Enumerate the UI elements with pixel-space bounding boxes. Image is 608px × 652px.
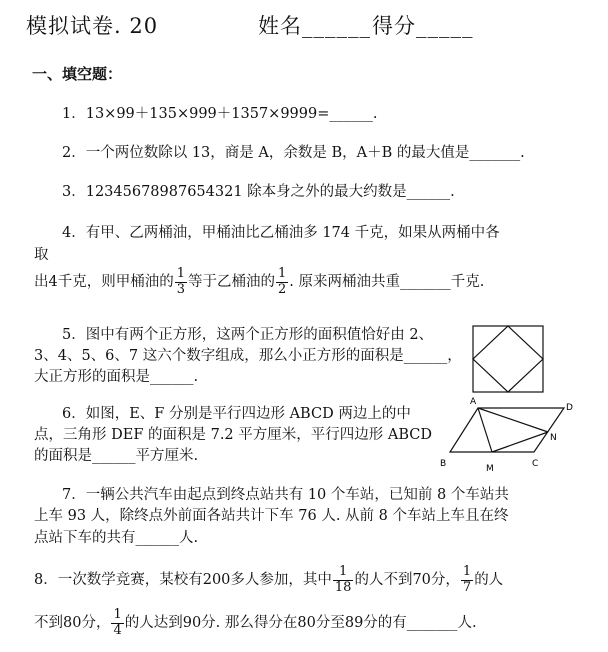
q8-text-d: 不到80分， (34, 615, 111, 631)
question-4-line-2: 取 (34, 247, 49, 263)
question-6-line-3: 的面积是______平方厘米. (34, 448, 199, 464)
fraction-numerator: 1 (113, 607, 122, 623)
question-6-line-2: 点，三角形 DEF 的面积是 7.2 平方厘米，平行四边形 ABCD (34, 427, 432, 443)
section-title: 一、填空题： (32, 65, 123, 83)
question-5-line-3: 大正方形的面积是______. (34, 369, 199, 385)
label-n: N (550, 433, 557, 443)
fraction-one-quarter (111, 608, 123, 638)
fraction-numerator: 1 (333, 565, 354, 580)
q8-text-e: 的人达到90分. 那么得分在80分至89分的有_______人. (124, 615, 477, 631)
segment-am (478, 408, 492, 452)
page-title: 模拟试卷. 20 (26, 14, 159, 38)
small-square (473, 326, 543, 392)
question-4-line-1: 4．有甲、乙两桶油，甲桶油比乙桶油多 174 千克，如果从两桶中各 (62, 225, 500, 241)
question-8-line-2 (34, 605, 477, 641)
question-5-line-2: 3、4、5、6、7 这六个数字组成，那么小正方形的面积是______， (34, 348, 462, 364)
label-d: D (566, 403, 573, 413)
question-4-line-3 (34, 264, 484, 300)
fraction-denominator: 4 (113, 622, 122, 638)
q4-text-c: . 原来两桶油共重_______千克. (289, 274, 485, 290)
fraction-denominator: 7 (462, 579, 472, 595)
question-3: 3．12345678987654321 除本身之外的最大约数是______. (62, 184, 455, 200)
fraction-numerator: 1 (462, 564, 472, 580)
q4-text-a: 出4千克，则甲桶油的 (34, 274, 174, 290)
nested-squares-figure (472, 325, 544, 393)
question-2: 2．一个两位数除以 13，商是 A，余数是 B，A＋B 的最大值是_______. (62, 145, 525, 161)
q8-text-a: 8．一次数学竞赛，某校有200多人参加，其中 (34, 572, 332, 588)
fraction-one-half (276, 267, 288, 297)
label-c: C (532, 459, 539, 469)
question-8-line-1 (34, 562, 503, 598)
fraction-numerator: 1 (278, 266, 287, 282)
fraction-denominator: 2 (278, 281, 287, 297)
large-square (473, 326, 543, 392)
question-7-line-3: 点站下车的共有______人. (34, 530, 199, 546)
fraction-denominator: 3 (176, 281, 186, 297)
question-7-line-2: 上车 93 人，除终点外前面各站共计下车 76 人. 从前 8 个车站上车且在终 (34, 508, 509, 524)
q8-text-c: 的人 (474, 572, 504, 588)
fraction-numerator: 1 (176, 266, 186, 282)
question-5-line-1: 5．图中有两个正方形，这两个正方形的面积值恰好由 2、 (62, 327, 434, 343)
fraction-one-eighteenth (333, 565, 354, 595)
name-field: 姓名______ (258, 14, 371, 38)
segment-mn (492, 432, 548, 452)
q8-text-b: 的人不到70分， (354, 572, 460, 588)
question-1: 1．13×99＋135×999＋1357×9999=______. (62, 106, 378, 122)
question-7-line-1: 7．一辆公共汽车由起点到终点站共有 10 个车站，已知前 8 个车站共 (62, 487, 509, 503)
segment-an (478, 408, 548, 432)
fraction-one-seventh (461, 565, 473, 595)
label-a: A (470, 397, 477, 407)
parallelogram-figure (436, 394, 584, 476)
score-field: 得分_____ (372, 14, 474, 38)
q4-text-b: 等于乙桶油的 (188, 274, 276, 290)
fraction-one-third (175, 267, 187, 297)
parallelogram-abcd (450, 408, 564, 452)
fraction-denominator: 18 (334, 579, 352, 595)
label-b: B (440, 459, 447, 469)
label-m: M (486, 464, 494, 474)
question-6-line-1: 6．如图，E、F 分别是平行四边形 ABCD 两边上的中 (62, 406, 411, 422)
